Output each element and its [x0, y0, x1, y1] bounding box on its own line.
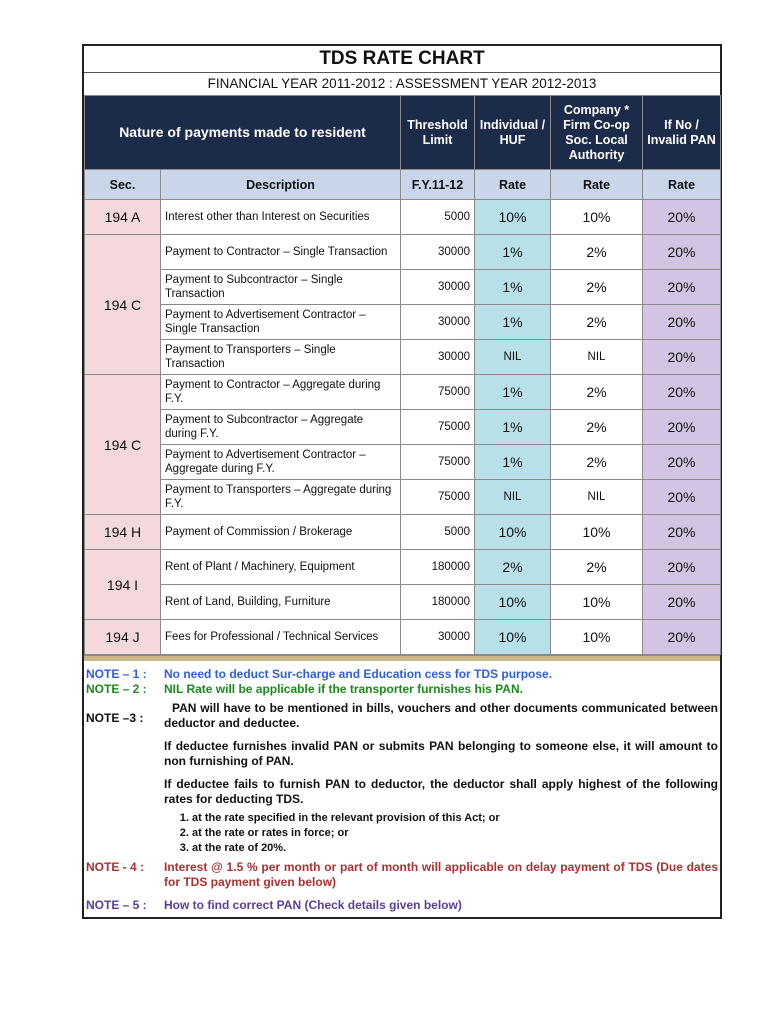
threshold-limit: 180000	[401, 550, 475, 585]
threshold-limit: 5000	[401, 200, 475, 235]
page-title: TDS RATE CHART	[84, 46, 720, 73]
table-row	[85, 375, 721, 410]
header-nature: Nature of payments made to resident	[85, 96, 401, 170]
note-paragraph: PAN will have to be mentioned in bills, vouchers and other documents communicated between deductor and deductee.	[164, 701, 718, 730]
note-5	[84, 898, 720, 913]
tds-rate-chart	[82, 44, 722, 919]
rate-individual: 10%	[475, 585, 551, 620]
note-text: NIL Rate will be applicable if the transporter furnishes his PAN.	[164, 682, 523, 696]
description: Rent of Plant / Machinery, Equipment	[161, 550, 401, 585]
threshold-limit: 75000	[401, 410, 475, 445]
rate-company: 2%	[551, 410, 643, 445]
table-row	[85, 445, 721, 480]
subheader-rate-company: Rate	[551, 170, 643, 200]
rate-individual: 1%	[475, 410, 551, 445]
header-individual: Individual / HUF	[475, 96, 551, 170]
description: Interest other than Interest on Securities	[161, 200, 401, 235]
rate-individual: 2%	[475, 550, 551, 585]
description: Payment to Contractor – Single Transaction	[161, 235, 401, 270]
description: Payment to Subcontractor – Single Transaction	[161, 270, 401, 305]
note-label: NOTE – 5 :	[86, 898, 147, 912]
note-text	[164, 701, 720, 856]
subheader-rate-individual: Rate	[475, 170, 551, 200]
table-row	[85, 235, 721, 270]
description: Fees for Professional / Technical Services	[161, 620, 401, 655]
description: Payment to Transporters – Aggregate during F.Y.	[161, 480, 401, 515]
rate-list	[164, 811, 718, 856]
notes-section	[84, 661, 720, 917]
subheader-rate-nopan: Rate	[643, 170, 721, 200]
table-row	[85, 410, 721, 445]
note-paragraph: If deductee fails to furnish PAN to deductor, the deductor shall apply highest of the following rates for deducting TDS.	[164, 777, 718, 806]
rate-company: NIL	[551, 340, 643, 375]
description: Payment of Commission / Brokerage	[161, 515, 401, 550]
threshold-limit: 75000	[401, 375, 475, 410]
rate-nopan: 20%	[643, 340, 721, 375]
table-row	[85, 585, 721, 620]
subheader-fy: F.Y.11-12	[401, 170, 475, 200]
list-item: 1. at the rate specified in the relevant provision of this Act; or	[192, 811, 718, 826]
rate-nopan: 20%	[643, 305, 721, 340]
rate-nopan: 20%	[643, 200, 721, 235]
table-row	[85, 305, 721, 340]
rate-nopan: 20%	[643, 620, 721, 655]
page-subtitle: FINANCIAL YEAR 2011-2012 : ASSESSMENT YEAR 2012-2013	[207, 76, 597, 91]
description: Payment to Transporters – Single Transaction	[161, 340, 401, 375]
threshold-limit: 75000	[401, 480, 475, 515]
subheader-sec: Sec.	[85, 170, 161, 200]
rate-nopan: 20%	[643, 585, 721, 620]
rate-table	[84, 95, 721, 655]
rate-nopan: 20%	[643, 375, 721, 410]
rate-nopan: 20%	[643, 235, 721, 270]
threshold-limit: 30000	[401, 620, 475, 655]
threshold-limit: 30000	[401, 235, 475, 270]
table-row	[85, 270, 721, 305]
rate-company: 10%	[551, 620, 643, 655]
header-company: Company * Firm Co-op Soc. Local Authority	[551, 96, 643, 170]
rate-individual: 1%	[475, 445, 551, 480]
description: Rent of Land, Building, Furniture	[161, 585, 401, 620]
rate-individual: 10%	[475, 515, 551, 550]
rate-nopan: 20%	[643, 410, 721, 445]
list-item: 3. at the rate of 20%.	[192, 841, 718, 856]
section-code: 194 A	[85, 200, 161, 235]
note-3	[84, 701, 720, 856]
rate-individual: 10%	[475, 200, 551, 235]
table-row	[85, 340, 721, 375]
threshold-limit: 30000	[401, 305, 475, 340]
table-row	[85, 550, 721, 585]
section-code: 194 C	[85, 375, 161, 515]
rate-company: NIL	[551, 480, 643, 515]
table-row	[85, 480, 721, 515]
subheader-description: Description	[161, 170, 401, 200]
note-text: No need to deduct Sur-charge and Education cess for TDS purpose.	[164, 667, 553, 681]
rate-individual: NIL	[475, 340, 551, 375]
table-row	[85, 515, 721, 550]
rate-individual: 1%	[475, 235, 551, 270]
threshold-limit: 5000	[401, 515, 475, 550]
rate-nopan: 20%	[643, 515, 721, 550]
rate-company: 2%	[551, 235, 643, 270]
note-2	[84, 682, 720, 697]
rate-individual: 10%	[475, 620, 551, 655]
note-label: NOTE - 4 :	[86, 860, 145, 874]
table-subheader	[85, 170, 721, 200]
rate-company: 2%	[551, 305, 643, 340]
rate-nopan: 20%	[643, 445, 721, 480]
note-label: NOTE – 1 :	[86, 667, 147, 681]
note-paragraph: If deductee furnishes invalid PAN or submits PAN belonging to someone else, it will amount to non furnishing of PAN.	[164, 739, 718, 768]
description: Payment to Advertisement Contractor – Aggregate during F.Y.	[161, 445, 401, 480]
header-threshold: Threshold Limit	[401, 96, 475, 170]
threshold-limit: 75000	[401, 445, 475, 480]
note-label: NOTE –3 :	[86, 711, 144, 725]
threshold-limit: 30000	[401, 340, 475, 375]
rate-individual: 1%	[475, 270, 551, 305]
rate-company: 2%	[551, 445, 643, 480]
threshold-limit: 30000	[401, 270, 475, 305]
rate-individual: NIL	[475, 480, 551, 515]
section-code: 194 C	[85, 235, 161, 375]
table-row	[85, 620, 721, 655]
description: Payment to Advertisement Contractor – Single Transaction	[161, 305, 401, 340]
rate-individual: 1%	[475, 305, 551, 340]
rate-nopan: 20%	[643, 480, 721, 515]
threshold-limit: 180000	[401, 585, 475, 620]
note-text: Interest @ 1.5 % per month or part of month will applicable on delay payment of TDS (Due dates for TDS payment given below)	[164, 860, 718, 889]
description: Payment to Subcontractor – Aggregate during F.Y.	[161, 410, 401, 445]
section-code: 194 I	[85, 550, 161, 620]
header-nopan: If No / Invalid PAN	[643, 96, 721, 170]
rate-individual: 1%	[475, 375, 551, 410]
note-label: NOTE – 2 :	[86, 682, 147, 696]
note-4	[84, 860, 720, 890]
list-item: 2. at the rate or rates in force; or	[192, 826, 718, 841]
table-row	[85, 200, 721, 235]
table-header	[85, 96, 721, 170]
note-text: How to find correct PAN (Check details given below)	[164, 898, 462, 912]
section-code: 194 H	[85, 515, 161, 550]
rate-company: 10%	[551, 585, 643, 620]
rate-nopan: 20%	[643, 550, 721, 585]
rate-company: 2%	[551, 375, 643, 410]
rate-company: 2%	[551, 270, 643, 305]
description: Payment to Contractor – Aggregate during F.Y.	[161, 375, 401, 410]
rate-nopan: 20%	[643, 270, 721, 305]
section-code: 194 J	[85, 620, 161, 655]
note-1	[84, 667, 720, 682]
rate-company: 2%	[551, 550, 643, 585]
rate-company: 10%	[551, 515, 643, 550]
rate-company: 10%	[551, 200, 643, 235]
